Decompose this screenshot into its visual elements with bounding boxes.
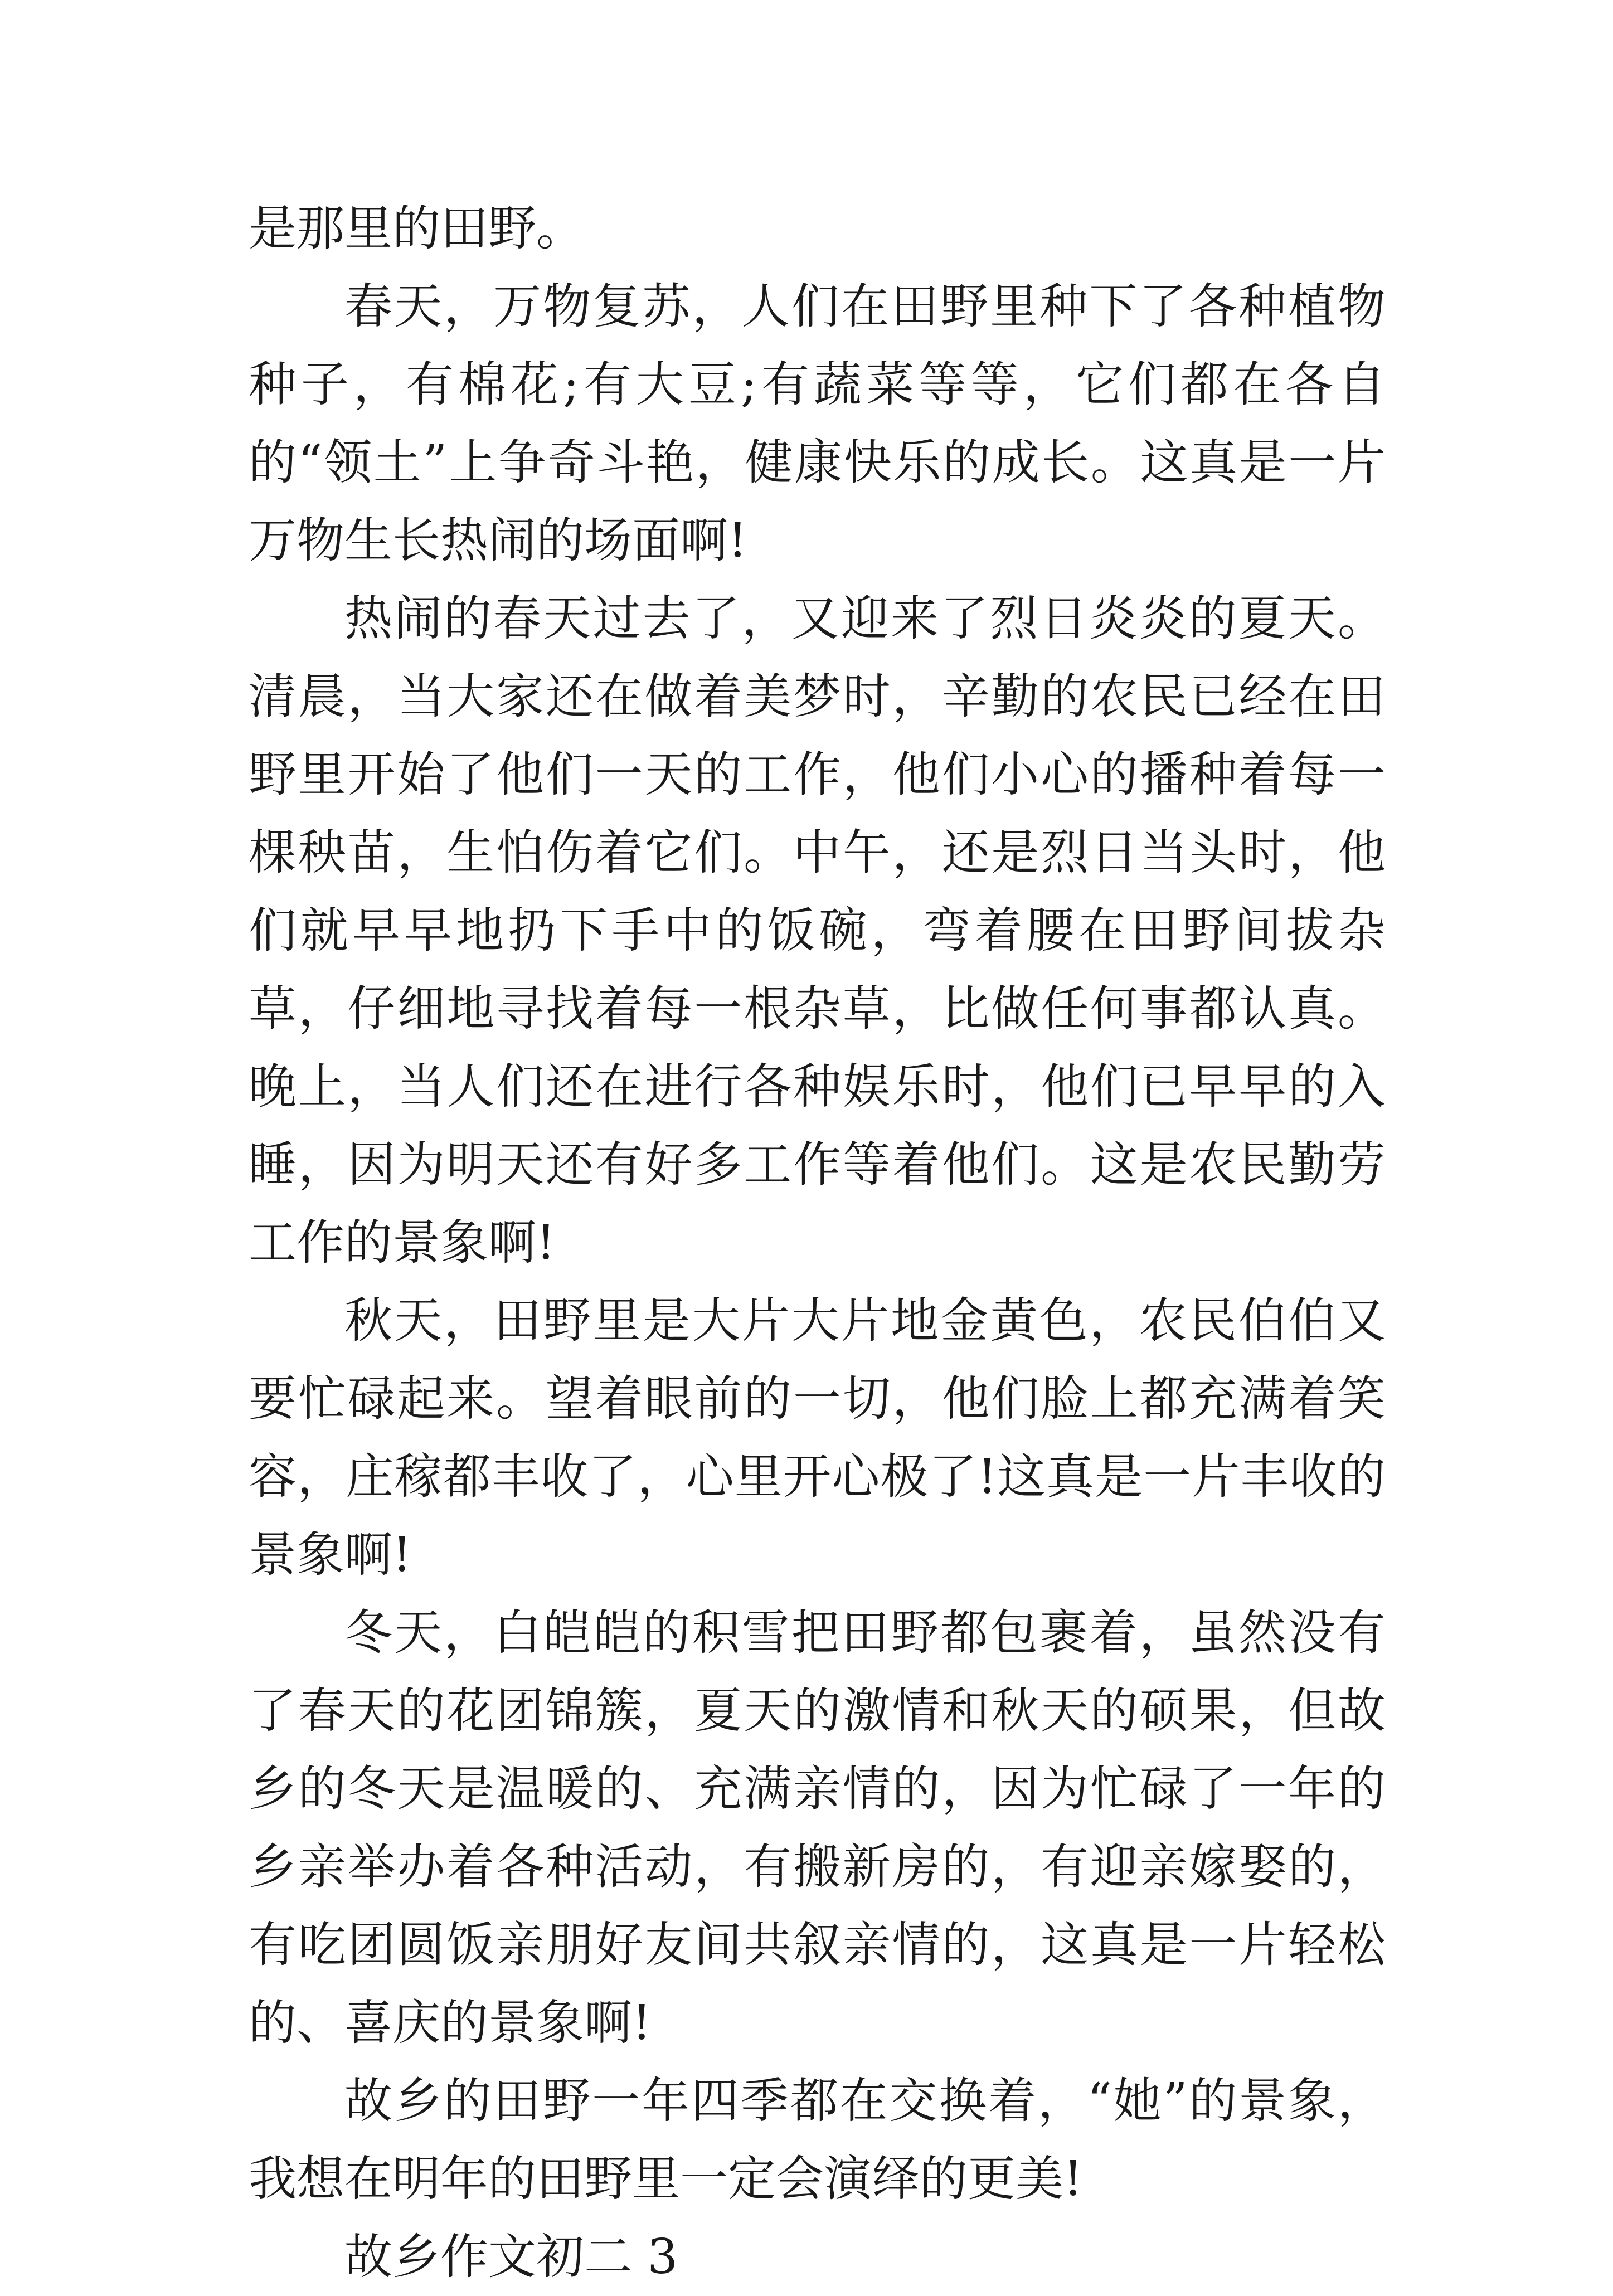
paragraph-conclusion: 故乡的田野一年四季都在交换着，“她”的景象，我想在明年的田野里一定会演绎的更美! <box>249 2073 1386 2207</box>
paragraph-spring: 春天，万物复苏，人们在田野里种下了各种植物种子，有棉花;有大豆;有蔬菜等等，它们都在各自的“领土”上争奇斗艳，健康快乐的成长。这真是一片万物生长热闹的场面啊! <box>249 279 1386 568</box>
paragraph-winter: 冬天，白皑皑的积雪把田野都包裹着，虽然没有了春天的花团锦簇，夏天的激情和秋天的硕果，但故乡的冬天是温暖的、充满亲情的，因为忙碌了一年的乡亲举办着各种活动，有搬新房的，有迎亲嫁娶的，有吃团圆饭亲朋好友间共叙亲情的，这真是一片轻松的、喜庆的景象啊! <box>249 1605 1386 2051</box>
paragraph-summer: 热闹的春天过去了，又迎来了烈日炎炎的夏天。清晨，当大家还在做着美梦时，辛勤的农民已经在田野里开始了他们一天的工作，他们小心的播种着每一棵秧苗，生怕伤着它们。中午，还是烈日当头时，他们就早早地扔下手中的饭碗，弯着腰在田野间拔杂草，仔细地寻找着每一根杂草，比做任何事都认真。晚上，当人们还在进行各种娱乐时，他们已早早的入睡，因为明天还有好多工作等着他们。这是农民勤劳工作的景象啊! <box>249 591 1386 1271</box>
paragraph-autumn: 秋天，田野里是大片大片地金黄色，农民伯伯又要忙碌起来。望着眼前的一切，他们脸上都充满着笑容，庄稼都丰收了，心里开心极了!这真是一片丰收的景象啊! <box>249 1293 1386 1583</box>
article-body <box>249 189 1386 2296</box>
paragraph-continuation: 是那里的田野。 <box>249 201 584 256</box>
section-heading: 故乡作文初二 3 <box>344 2229 678 2285</box>
